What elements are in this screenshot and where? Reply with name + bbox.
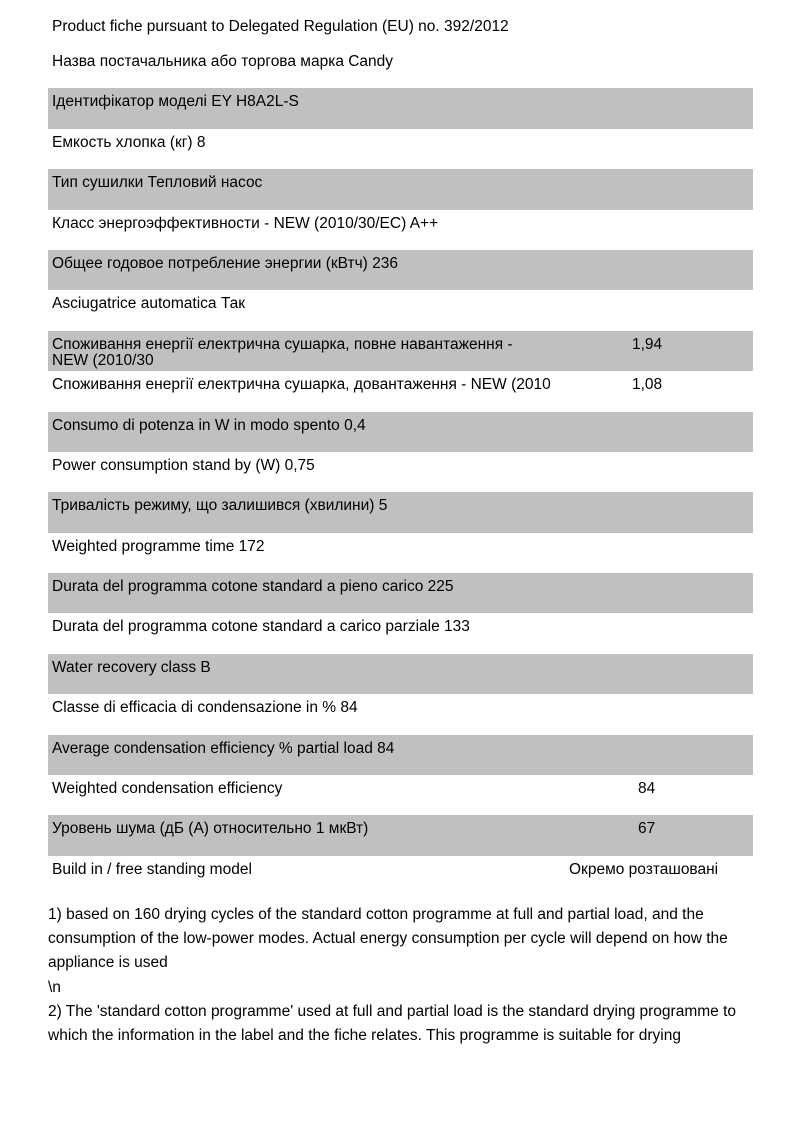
- row-value: Окремо розташовані: [569, 860, 719, 878]
- table-row-supplier: [48, 48, 753, 88]
- row-label: Build in / free standing model: [52, 860, 252, 878]
- row-label: Average condensation efficiency % partial load 84: [52, 739, 395, 757]
- table-row-avg-condensation-partial: [48, 735, 753, 775]
- row-label: Consumo di potenza in W in modo spento 0,4: [52, 416, 366, 434]
- row-label: Уровень шума (дБ (A) относительно 1 мкВт): [52, 820, 369, 838]
- page-title: Product fiche pursuant to Delegated Regulation (EU) no. 392/2012: [52, 18, 509, 35]
- table-row-weighted-programme-time: [48, 533, 753, 573]
- row-label: Тип сушилки Тепловий насос: [52, 174, 263, 192]
- table-row-dryer-type: [48, 169, 753, 209]
- table-row-off-mode-power: [48, 412, 753, 452]
- table-row-energy-class: [48, 210, 753, 250]
- table-row-automatic-dryer: [48, 290, 753, 330]
- table-row-condensation-efficiency: [48, 694, 753, 734]
- row-label: Durata del programma cotone standard a carico parziale 133: [52, 618, 470, 636]
- footnote-separator: \n: [48, 978, 61, 996]
- row-label: Weighted condensation efficiency: [52, 780, 283, 798]
- table-row-water-recovery-class: [48, 654, 753, 694]
- footnote-2: 2) The 'standard cotton programme' used at full and partial load is the standard drying programme to: [48, 1002, 737, 1020]
- row-value: 1,08: [632, 376, 663, 394]
- row-value: 67: [638, 820, 656, 838]
- table-row-left-on-duration: [48, 492, 753, 532]
- row-label: Weighted programme time 172: [52, 537, 265, 555]
- row-value: 1,94: [632, 335, 663, 353]
- table-row-partial-load-duration: [48, 613, 753, 653]
- row-label: Durata del programma cotone standard a pieno carico 225: [52, 578, 454, 596]
- row-label: Power consumption stand by (W) 0,75: [52, 456, 315, 474]
- table-row-standby-power: [48, 452, 753, 492]
- table-row-full-load-duration: [48, 573, 753, 613]
- table-row-build-in: [48, 856, 753, 896]
- row-value: 84: [638, 780, 656, 798]
- row-label: Споживання енергії електрична сушарка, повне навантаження - NEW (2010/30: [52, 335, 513, 369]
- footnote-1: 1) based on 160 drying cycles of the standard cotton programme at full and partial load, and the consumption of the low-power modes. Actual energy consumption per cycle will depend on how the appliance is used: [48, 906, 728, 972]
- table-row-cotton-capacity: [48, 129, 753, 169]
- footnote-2-continued: which the information in the label and the fiche relates. This programme is suitable for drying: [48, 1027, 681, 1045]
- footnotes: [48, 903, 760, 1048]
- row-label: Тривалість режиму, що залишився (хвилини) 5: [52, 497, 388, 515]
- row-label: Споживання енергії електрична сушарка, довантаження - NEW (2010: [52, 376, 551, 394]
- product-fiche-table: [48, 48, 753, 896]
- row-label: Общее годовое потребление энергии (кВтч) 236: [52, 254, 399, 272]
- table-row-noise-level: [48, 815, 753, 855]
- row-label: Ідентифікатор моделі EY H8A2L-S: [52, 93, 299, 111]
- row-label: Asciugatrice automatica Так: [52, 295, 246, 313]
- row-label: Water recovery class B: [52, 658, 211, 676]
- row-label: Класс энергоэффективности - NEW (2010/30/EC) A++: [52, 214, 439, 232]
- table-row-annual-energy: [48, 250, 753, 290]
- table-row-model-id: [48, 88, 753, 128]
- row-label: Назва постачальника або торгова марка Candy: [52, 53, 394, 70]
- row-label: Емкость хлопка (кг) 8: [52, 133, 206, 151]
- table-row-energy-full-load: [48, 331, 753, 371]
- table-row-weighted-condensation: [48, 775, 753, 815]
- table-row-energy-partial-load: [48, 371, 753, 411]
- row-label: Classe di efficacia di condensazione in % 84: [52, 699, 358, 717]
